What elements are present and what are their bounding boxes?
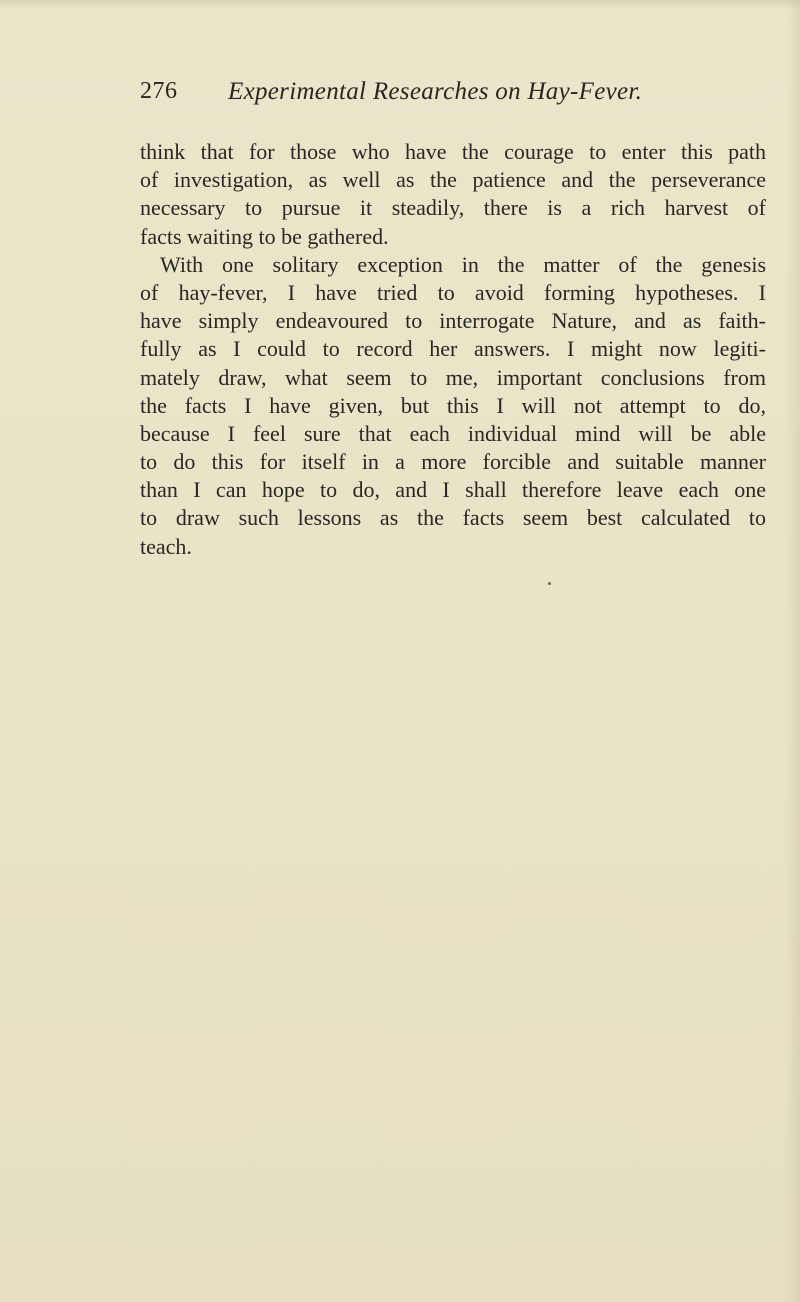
text-line: than I can hope to do, and I shall therefore leave each one (140, 477, 766, 503)
page-top-shadow (0, 0, 800, 10)
page-number: 276 (140, 78, 178, 104)
text-line: to do this for itself in a more forcible and suitable manner (140, 449, 766, 475)
text-line: fully as I could to record her answers. I might now legiti- (140, 336, 766, 362)
text-line: the facts I have given, but this I will not attempt to do, (140, 392, 766, 418)
text-line: of hay-fever, I have tried to avoid forming hypotheses. I (140, 279, 766, 305)
page-edge-shadow (786, 0, 800, 1302)
paragraph-2 (140, 251, 766, 561)
text-line: have simply endeavoured to interrogate Nature, and as faith- (140, 308, 766, 334)
text-line: think that for those who have the courage to enter this path (140, 139, 766, 164)
text-line: to draw such lessons as the facts seem best calculated to (140, 505, 766, 531)
body-text (140, 138, 766, 561)
text-line: facts waiting to be gathered. (140, 223, 389, 249)
running-header (140, 78, 780, 118)
text-line: teach. (140, 533, 192, 559)
running-title: Experimental Researches on Hay-Fever. (228, 78, 643, 105)
paper-speck (548, 582, 551, 585)
text-line: With one solitary exception in the matter of the genesis (160, 251, 766, 277)
paragraph-1 (140, 138, 766, 251)
text-line: necessary to pursue it steadily, there is a rich harvest of (140, 195, 766, 221)
text-line: of investigation, as well as the patience and the perseverance (140, 167, 766, 193)
text-line: mately draw, what seem to me, important conclusions from (140, 364, 766, 390)
text-line: because I feel sure that each individual mind will be able (140, 420, 766, 446)
